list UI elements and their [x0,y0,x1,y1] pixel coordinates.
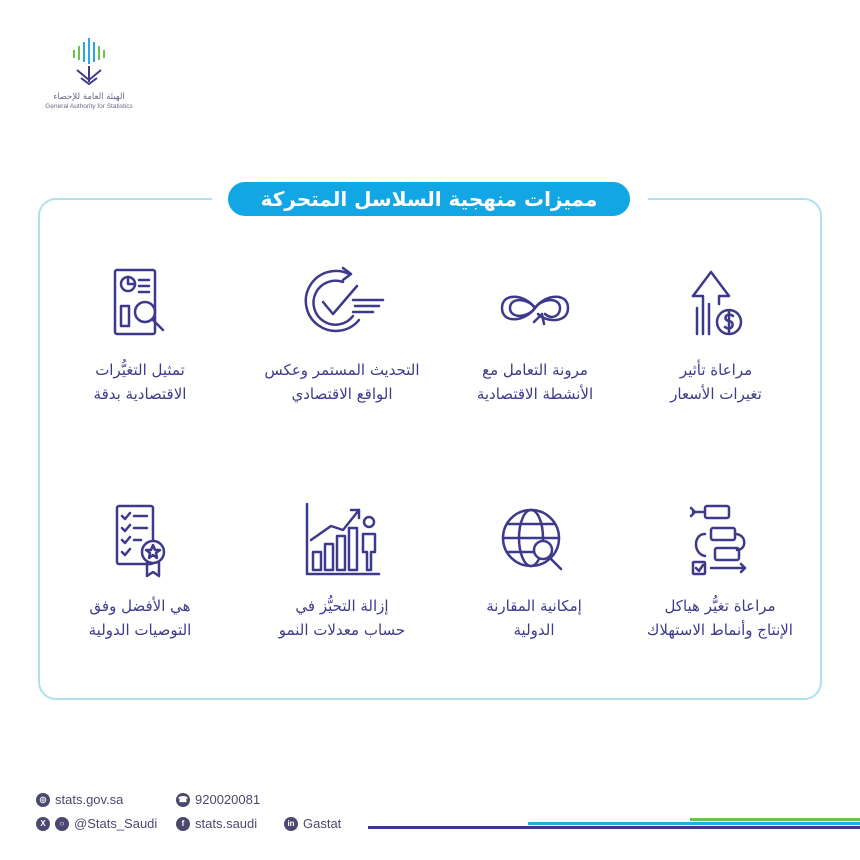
feature-label: مراعاة تأثير تغيرات الأسعار [670,361,762,403]
price-arrow-dollar-icon [671,264,761,344]
feature-production-structures [620,500,820,642]
report-magnifier-icon [95,264,185,344]
feature-label: التحديث المستمر وعكس الواقع الاقتصادي [264,361,420,403]
feature-label: هي الأفضل وفق التوصيات الدولية [88,597,192,639]
footer-linkedin[interactable] [284,816,341,831]
process-flow-icon [675,500,765,580]
feature-label: مراعاة تغيُّر هياكل الإنتاج وأنماط الاستهلاك [647,597,793,639]
logo-arabic-text: الهيئة العامة للإحصاء [53,92,125,102]
social-handle-text: @Stats_Saudi [74,816,158,831]
feature-accurate-representation [40,264,240,406]
phone-icon: ☎ [176,793,190,807]
facebook-icon: f [176,817,190,831]
feature-continuous-update [242,264,442,406]
refresh-check-icon [297,264,387,344]
decor-line-navy [368,826,860,829]
feature-price-effects [616,264,816,406]
footer-phone[interactable] [176,792,260,807]
growth-chart-person-icon [297,500,387,580]
logo-english-text: General Authority for Statistics [45,103,133,110]
title-banner [222,176,636,222]
footer-social-handle[interactable] [36,816,157,831]
globe-icon: ◎ [36,793,50,807]
linkedin-icon: in [284,817,298,831]
gastat-logo [34,34,144,110]
footer-website[interactable] [36,792,123,807]
website-text: stats.gov.sa [55,792,124,807]
feature-label: مرونة التعامل مع الأنشطة الاقتصادية [476,361,594,403]
feature-label: إمكانية المقارنة الدولية [486,597,582,639]
decor-line-green [690,818,860,821]
feature-label: تمثيل التغيُّرات الاقتصادية بدقة [93,361,187,403]
x-icon: X [36,817,50,831]
feature-international-recommendations [40,500,240,642]
phone-text: 920020081 [195,792,261,807]
facebook-text: stats.saudi [195,816,258,831]
footer-facebook[interactable] [176,816,257,831]
checklist-badge-icon [95,500,185,580]
instagram-icon: ○ [55,817,69,831]
decor-line-blue [528,822,860,825]
feature-international-comparison [434,500,634,642]
page-title: مميزات منهجية السلاسل المتحركة [260,187,598,211]
gastat-emblem-icon [69,34,109,90]
feature-flexibility [435,264,635,406]
linkedin-text: Gastat [303,816,342,831]
globe-search-icon [489,500,579,580]
feature-bias-removal [242,500,442,642]
infinity-loop-icon [490,264,580,344]
feature-label: إزالة التحيُّز في حساب معدلات النمو [278,597,406,639]
